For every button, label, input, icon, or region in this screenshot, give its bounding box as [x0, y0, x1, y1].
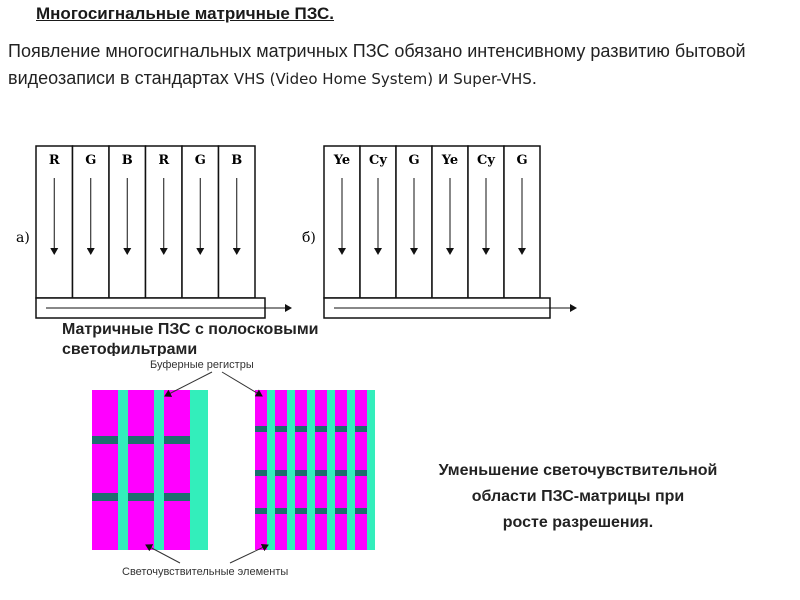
filter-column-label: B — [121, 153, 133, 168]
buffer-register-cell — [275, 470, 287, 476]
stripe-filter-caption: Матричные ПЗС с полосковыми светофильтрами — [62, 321, 319, 356]
buffer-register-cell — [92, 436, 118, 444]
filter-column-label: R — [158, 153, 170, 168]
intro-text-end: . — [531, 68, 537, 88]
filter-column-label: B — [231, 153, 243, 168]
buffer-register-cell — [295, 508, 307, 514]
diagram-b-label: б) — [302, 230, 316, 246]
filter-column-label: R — [48, 153, 60, 168]
filter-column-label: G — [516, 153, 528, 168]
buffer-register-cell — [275, 426, 287, 432]
buffer-register-cell — [335, 426, 347, 432]
buffer-register-cell — [255, 470, 267, 476]
resolution-caption-line1: Уменьшение светочувствительной — [438, 462, 718, 479]
low-resolution-matrix — [92, 390, 208, 550]
buffer-register-cell — [315, 426, 327, 432]
photosensitive-column — [92, 390, 118, 550]
page-title: Многосигнальные матричные ПЗС. — [36, 4, 334, 23]
buffer-register-cell — [335, 470, 347, 476]
buffer-register-cell — [164, 436, 190, 444]
filter-column-label: G — [194, 153, 206, 168]
photosensitive-column — [164, 390, 190, 550]
photosensitive-elements-label: Светочувствительные элементы — [122, 566, 289, 578]
buffer-register-cell — [355, 470, 367, 476]
resolution-caption-line3: росте разрешения. — [502, 514, 654, 531]
buffer-register-cell — [295, 470, 307, 476]
buffer-register-cell — [128, 436, 154, 444]
intro-text-1: Появление многосигнальных матричных ПЗС обязано интенсивному развитию бытовой видеозаписи в стандартах — [8, 41, 746, 88]
buffer-register-cell — [315, 470, 327, 476]
buffer-register-cell — [92, 493, 118, 501]
buffer-register-cell — [355, 508, 367, 514]
resolution-caption-line2: области ПЗС-матрицы при — [471, 488, 685, 505]
intro-svhs: Super-VHS — [453, 70, 532, 88]
buffer-arrow-right — [222, 372, 262, 396]
filter-column-label: Cy — [477, 153, 495, 168]
intro-text-2: и — [433, 68, 454, 88]
buffer-register-cell — [275, 508, 287, 514]
diagram-a-label: а) — [16, 230, 30, 246]
filter-column-label: G — [408, 153, 420, 168]
stripe-filter-diagram-b — [302, 146, 576, 318]
buffer-register-cell — [255, 508, 267, 514]
intro-vhs: VHS (Video Home System) — [233, 70, 434, 88]
buffer-registers-label: Буферные регистры — [150, 359, 254, 371]
resolution-caption — [388, 458, 768, 536]
buffer-register-cell — [164, 493, 190, 501]
element-arrow-right — [230, 545, 268, 563]
buffer-register-cell — [315, 508, 327, 514]
buffer-register-cell — [295, 426, 307, 432]
buffer-register-cell — [128, 493, 154, 501]
filter-column-label: G — [85, 153, 97, 168]
filter-column-label: Ye — [333, 153, 351, 168]
buffer-register-cell — [355, 426, 367, 432]
buffer-register-cell — [255, 426, 267, 432]
buffer-register-cell — [335, 508, 347, 514]
filter-column-label: Ye — [441, 153, 459, 168]
stripe-filter-diagram-a — [16, 146, 291, 318]
filter-column-label: Cy — [369, 153, 387, 168]
high-resolution-matrix — [255, 390, 375, 550]
photosensitive-column — [128, 390, 154, 550]
